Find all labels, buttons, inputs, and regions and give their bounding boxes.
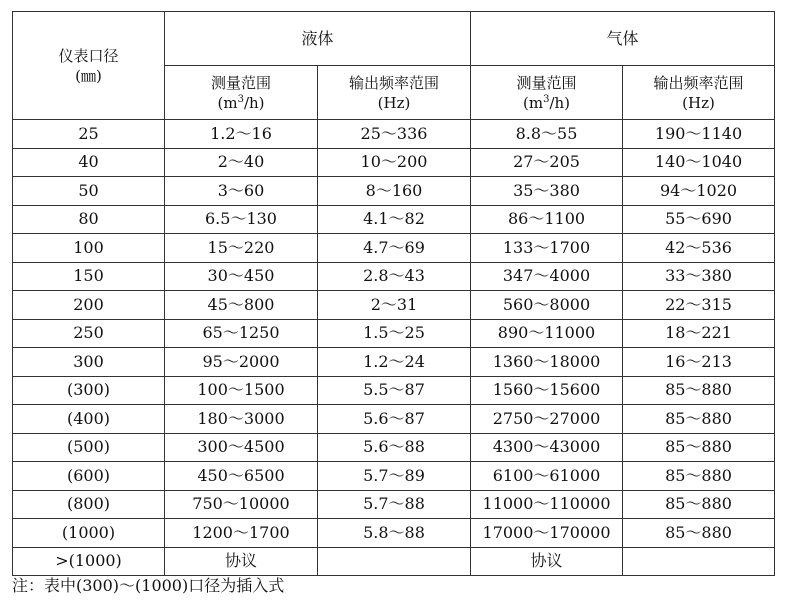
table-row (13, 462, 775, 491)
liquid-freq-cell (318, 547, 471, 576)
gas-range-cell: 560～8000 (471, 291, 623, 320)
liquid-range-cell: 100～1500 (165, 376, 318, 405)
table-row (13, 547, 775, 576)
gas-range-cell: 347～4000 (471, 262, 623, 291)
gas-range-cell: 133～1700 (471, 234, 623, 263)
liquid-range-cell: 65～1250 (165, 319, 318, 348)
gas-freq-cell: 94～1020 (623, 177, 775, 206)
table-row (13, 433, 775, 462)
range-unit-pre: (m (217, 93, 238, 112)
gas-freq-header (623, 66, 775, 120)
size-cell: 100 (13, 234, 165, 263)
size-cell: 25 (13, 120, 165, 149)
gas-freq-cell: 85～880 (623, 405, 775, 434)
range-unit-post: /h) (549, 93, 571, 112)
liquid-freq-cell: 5.7～88 (318, 490, 471, 519)
liquid-range-cell: 30～450 (165, 262, 318, 291)
size-cell: (300) (13, 376, 165, 405)
gas-freq-cell: 18～221 (623, 319, 775, 348)
liquid-range-cell: 1.2～16 (165, 120, 318, 149)
table-row (13, 120, 775, 149)
table-row (13, 376, 775, 405)
gas-freq-cell: 22～315 (623, 291, 775, 320)
gas-range-cell: 2750～27000 (471, 405, 623, 434)
range-unit (165, 93, 317, 113)
liquid-freq-cell: 1.5～25 (318, 319, 471, 348)
gas-range-cell: 890～11000 (471, 319, 623, 348)
gas-range-cell: 11000～110000 (471, 490, 623, 519)
liquid-header: 液体 (165, 12, 471, 66)
liquid-freq-cell: 4.7～69 (318, 234, 471, 263)
range-unit (471, 93, 622, 113)
freq-label: 输出频率范围 (653, 73, 744, 92)
table-row (13, 519, 775, 548)
liquid-range-cell: 450～6500 (165, 462, 318, 491)
liquid-freq-header (318, 66, 471, 120)
liquid-freq-cell: 5.6～88 (318, 433, 471, 462)
gas-range-cell: 1360～18000 (471, 348, 623, 377)
size-unit: (㎜) (75, 66, 102, 85)
table-row (13, 291, 775, 320)
gas-freq-cell (623, 547, 775, 576)
freq-unit: (Hz) (377, 93, 411, 112)
liquid-freq-cell: 10～200 (318, 148, 471, 177)
table-row (13, 319, 775, 348)
liquid-range-header (165, 66, 318, 120)
gas-freq-cell: 85～880 (623, 490, 775, 519)
gas-header: 气体 (471, 12, 775, 66)
gas-range-cell: 17000～170000 (471, 519, 623, 548)
size-cell: (600) (13, 462, 165, 491)
gas-range-cell: 8.8～55 (471, 120, 623, 149)
liquid-range-cell: 协议 (165, 547, 318, 576)
liquid-freq-cell: 5.7～89 (318, 462, 471, 491)
size-cell: (800) (13, 490, 165, 519)
liquid-freq-cell: 8～160 (318, 177, 471, 206)
liquid-range-cell: 1200～1700 (165, 519, 318, 548)
liquid-range-cell: 180～3000 (165, 405, 318, 434)
range-unit-pre: (m (523, 93, 544, 112)
liquid-range-cell: 95～2000 (165, 348, 318, 377)
liquid-freq-cell: 5.6～87 (318, 405, 471, 434)
liquid-freq-cell: 2～31 (318, 291, 471, 320)
liquid-range-cell: 3～60 (165, 177, 318, 206)
size-cell: 150 (13, 262, 165, 291)
size-cell: 250 (13, 319, 165, 348)
spec-table (12, 11, 775, 576)
gas-range-cell: 4300～43000 (471, 433, 623, 462)
table-row (13, 405, 775, 434)
range-label: 测量范围 (210, 73, 271, 92)
range-label: 测量范围 (516, 73, 577, 92)
range-unit-post: /h) (243, 93, 265, 112)
gas-freq-cell: 85～880 (623, 433, 775, 462)
size-cell: 40 (13, 148, 165, 177)
gas-freq-cell: 16～213 (623, 348, 775, 377)
gas-range-cell: 86～1100 (471, 205, 623, 234)
range-unit-sup: 3 (237, 93, 244, 105)
liquid-range-cell: 6.5～130 (165, 205, 318, 234)
liquid-freq-cell: 2.8～43 (318, 262, 471, 291)
gas-freq-cell: 140～1040 (623, 148, 775, 177)
size-cell: 200 (13, 291, 165, 320)
gas-range-cell: 协议 (471, 547, 623, 576)
liquid-freq-cell: 25～336 (318, 120, 471, 149)
table-row (13, 205, 775, 234)
liquid-range-cell: 15～220 (165, 234, 318, 263)
gas-range-cell: 6100～61000 (471, 462, 623, 491)
gas-range-cell: 27～205 (471, 148, 623, 177)
size-cell: (500) (13, 433, 165, 462)
gas-range-cell: 35～380 (471, 177, 623, 206)
table-row (13, 490, 775, 519)
gas-freq-cell: 85～880 (623, 376, 775, 405)
size-cell: >(1000) (13, 547, 165, 576)
header-row-top (13, 12, 775, 66)
liquid-range-cell: 300～4500 (165, 433, 318, 462)
size-cell: 300 (13, 348, 165, 377)
liquid-range-cell: 45～800 (165, 291, 318, 320)
footnote: 注：表中(300)～(1000)口径为插入式 (12, 576, 285, 595)
gas-freq-cell: 55～690 (623, 205, 775, 234)
freq-unit: (Hz) (682, 93, 715, 112)
gas-range-cell: 1560～15600 (471, 376, 623, 405)
gas-freq-cell: 33～380 (623, 262, 775, 291)
table-row (13, 177, 775, 206)
table-row (13, 348, 775, 377)
liquid-freq-cell: 4.1～82 (318, 205, 471, 234)
table-header (13, 12, 775, 120)
liquid-range-cell: 750～10000 (165, 490, 318, 519)
gas-freq-cell: 190～1140 (623, 120, 775, 149)
size-header (13, 12, 165, 120)
gas-freq-cell: 42～536 (623, 234, 775, 263)
range-unit-sup: 3 (543, 93, 550, 105)
size-cell: (1000) (13, 519, 165, 548)
liquid-freq-cell: 5.5～87 (318, 376, 471, 405)
liquid-range-cell: 2～40 (165, 148, 318, 177)
gas-range-header (471, 66, 623, 120)
table-row (13, 148, 775, 177)
freq-label: 输出频率范围 (349, 73, 440, 92)
liquid-freq-cell: 5.8～88 (318, 519, 471, 548)
gas-freq-cell: 85～880 (623, 519, 775, 548)
size-cell: (400) (13, 405, 165, 434)
table-row (13, 234, 775, 263)
liquid-freq-cell: 1.2～24 (318, 348, 471, 377)
table-body (13, 120, 775, 576)
size-label: 仪表口径 (58, 46, 119, 65)
table-row (13, 262, 775, 291)
size-cell: 80 (13, 205, 165, 234)
size-cell: 50 (13, 177, 165, 206)
gas-freq-cell: 85～880 (623, 462, 775, 491)
